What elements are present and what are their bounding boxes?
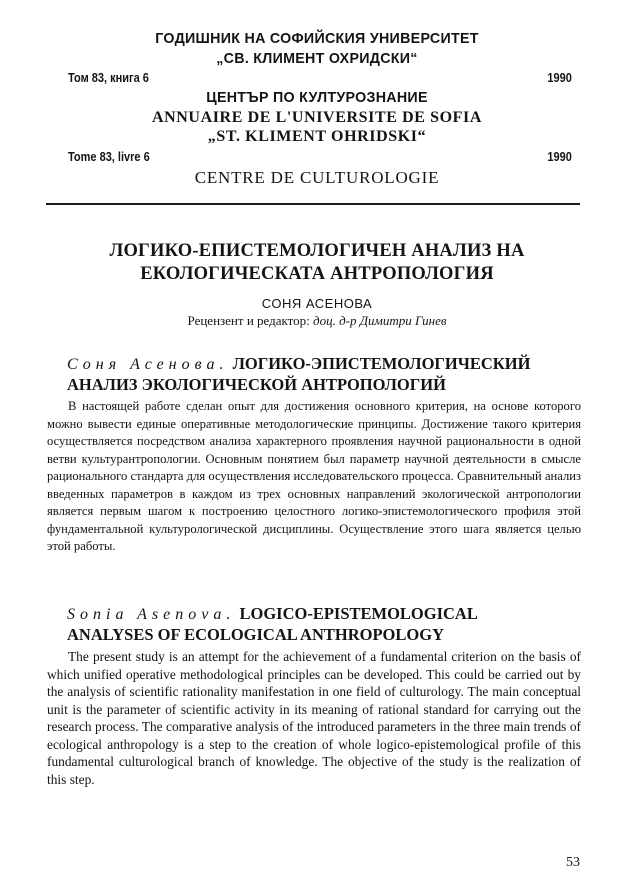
year-fr: 1990: [547, 150, 572, 164]
journal-title-bg: ГОДИШНИК НА СОФИЙСКИЯ УНИВЕРСИТЕТ: [155, 30, 479, 47]
university-name-bg: „СВ. КЛИМЕНТ ОХРИДСКИ“: [216, 50, 418, 67]
reviewer-label: Рецензент и редактор:: [187, 313, 314, 328]
abstract-en-heading: [67, 604, 597, 645]
journal-title-fr: ANNUAIRE DE L'UNIVERSITE DE SOFIA: [151, 109, 483, 126]
abstract-ru-author: Соня Асенова.: [67, 356, 229, 373]
abstract-en-text: The present study is an attempt for the achievement of a fundamental criterion on the basis of which unified operative methodological principles can be developed. This could be carried out by the analysis of scientific rationality manifestation in one field of culturology. The main conceptual unit is the parameter of scientific activity in its meaning of rational standard for carrying out the research process. The comparative analysis of the introduced parameters in the three main trends of ecological anthropology is a step to the creation of whole logico-epistemological profile of this fundamental culturological branch of knowledge. The objective of the study is the realization of this step.: [47, 649, 581, 787]
university-name-fr: „ST. KLIMENT OHRIDSKI“: [207, 128, 427, 145]
abstract-ru-heading: [67, 354, 597, 395]
article-author: СОНЯ АСЕНОВА: [261, 296, 373, 311]
article-title-line1: ЛОГИКО-ЕПИСТЕМОЛОГИЧЕН АНАЛИЗ НА: [109, 241, 525, 261]
abstract-ru-text: В настоящей работе сделан опыт для достижения основного критерия, на основе которого можно вывести единые оперативные методологические принципы. Достижение такого критерия осуществляется посредством анализа характерного проявления научной рациональности в одной ветви культурантропологии. Основным понятием был параметр научной деятельности в смысле рационального стандарта для осуществления исследовательского процесса. Сравнительный анализ введенных параметров в каждом из трех основных направлений экологической антропологии является первым шагом к построению целостного логико-эпистемологического профиля этой фундаментальной культурологической дисциплины. Осуществление этого шага является целью этой работы.: [47, 399, 581, 553]
volume-fr: Tome 83, livre 6: [68, 150, 150, 164]
abstract-ru-title-line1: ЛОГИКО-ЭПИСТЕМОЛОГИЧЕСКИЙ: [228, 354, 531, 373]
reviewer-name: доц. д-р Димитри Гинев: [313, 313, 447, 328]
article-title-line2: ЕКОЛОГИЧЕСКАТА АНТРОПОЛОГИЯ: [140, 264, 494, 284]
abstract-en-title-line1: LOGICO-EPISTEMOLOGICAL: [235, 604, 478, 623]
volume-bg: Том 83, книга 6: [68, 71, 149, 85]
abstract-en-body: [47, 648, 581, 788]
abstract-ru-title-line2: АНАЛИЗ ЭКОЛОГИЧЕСКОЙ АНТРОПОЛОГИЙ: [67, 375, 446, 394]
centre-name-bg: ЦЕНТЪР ПО КУЛТУРОЗНАНИЕ: [206, 89, 428, 106]
centre-name-fr: CENTRE DE CULTUROLOGIE: [194, 168, 440, 187]
abstract-ru-body: [47, 398, 581, 556]
page-number: 53: [566, 855, 580, 870]
reviewer-line: [0, 313, 634, 329]
abstract-en-author: Sonia Asenova.: [67, 606, 236, 623]
header-divider: [46, 203, 580, 205]
year-bg: 1990: [547, 71, 572, 85]
abstract-en-title-line2: ANALYSES OF ECOLOGICAL ANTHROPOLOGY: [67, 625, 444, 644]
